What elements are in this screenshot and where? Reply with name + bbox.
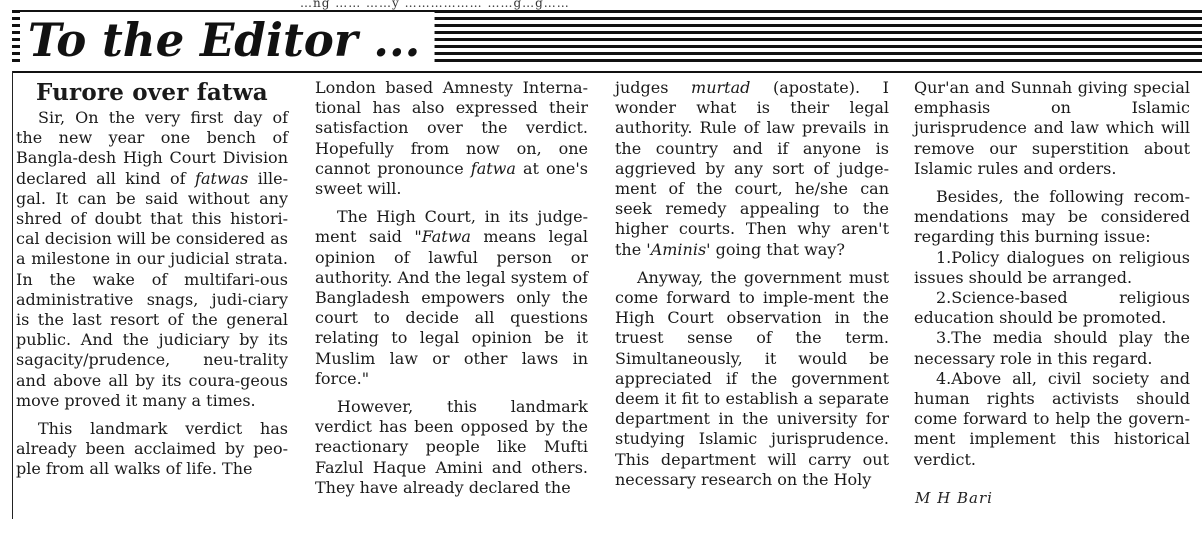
left-column-rule (12, 71, 13, 519)
paragraph: The High Court, in its judge-ment said "Fatwa means legal opinion of lawful person or authority. And the legal system of Bangladesh empowers only the court to decide all questions relating to legal opinion be it Muslim law or other laws in force." (315, 207, 588, 388)
paragraph: Besides, the following recom-mendations may be considered regarding this burning issue: (914, 187, 1190, 247)
section-title: To the Editor ... (20, 12, 434, 68)
recommendation-item: 4.Above all, civil society and human rights activists should come forward to help the govern-ment implement this historical verdict. (914, 368, 1190, 469)
masthead-bottom-rule (12, 71, 1202, 73)
top-strip-cut-text: …ng …… ……y ……………… ……g…g…… (300, 0, 570, 10)
column-1 (16, 78, 288, 480)
paragraph: Sir, On the very first day of the new year one bench of Bangla-desh High Court Division declared all kind of fatwas ille-gal. It can be said without any shred of doubt that this histori-cal decision will be considered as a milestone in our judicial strata. In the wake of multifari-ous administrative snags, judi-ciary is the last resort of the general public. And the judiciary by its sagacity/prudence, neu-trality and above all by its coura-geous move proved it many a times. (16, 108, 289, 410)
paragraph: judges murtad (apostate). I wonder what is their legal authority. Rule of law prevails in the country and if anyone is aggrieved by any sort of judge-ment of the court, he/she can seek remedy appealing to the higher courts. Then why aren't the 'Aminis' going that way? (615, 78, 889, 259)
paragraph: Anyway, the government must come forward to imple-ment the High Court observation in the truest sense of the term. Simultaneously, it would be appreciated if the government deem it fit to establish a separate department in the university for studying Islamic jurisprudence. This department will carry out necessary research on the Holy (615, 267, 889, 489)
column-4 (914, 78, 1190, 470)
letter-signature: M H Bari (915, 489, 993, 507)
paragraph: However, this landmark verdict has been opposed by the reactionary people like Mufti Fazlul Haque Amini and others. They have already declared the (315, 397, 588, 497)
letter-headline: Furore over fatwa (36, 79, 268, 106)
paragraph: London based Amnesty Interna-tional has also expressed their satisfaction over the verdict. Hopefully from now on, one cannot pronounce fatwa at one's sweet will. (315, 78, 588, 199)
column-3 (615, 78, 889, 490)
column-2 (315, 78, 588, 498)
recommendation-item: 1.Policy dialogues on religious issues should be arranged. (914, 247, 1190, 287)
paragraph: Qur'an and Sunnah giving special emphasis on Islamic jurisprudence and law which will remove our superstition about Islamic rules and orders. (914, 78, 1190, 178)
recommendation-item: 2.Science-based religious education should be promoted. (914, 288, 1190, 328)
recommendation-item: 3.The media should play the necessary role in this regard. (914, 328, 1190, 368)
section-masthead (0, 10, 1202, 70)
paragraph: This landmark verdict has already been acclaimed by peo-ple from all walks of life. The (16, 419, 288, 479)
